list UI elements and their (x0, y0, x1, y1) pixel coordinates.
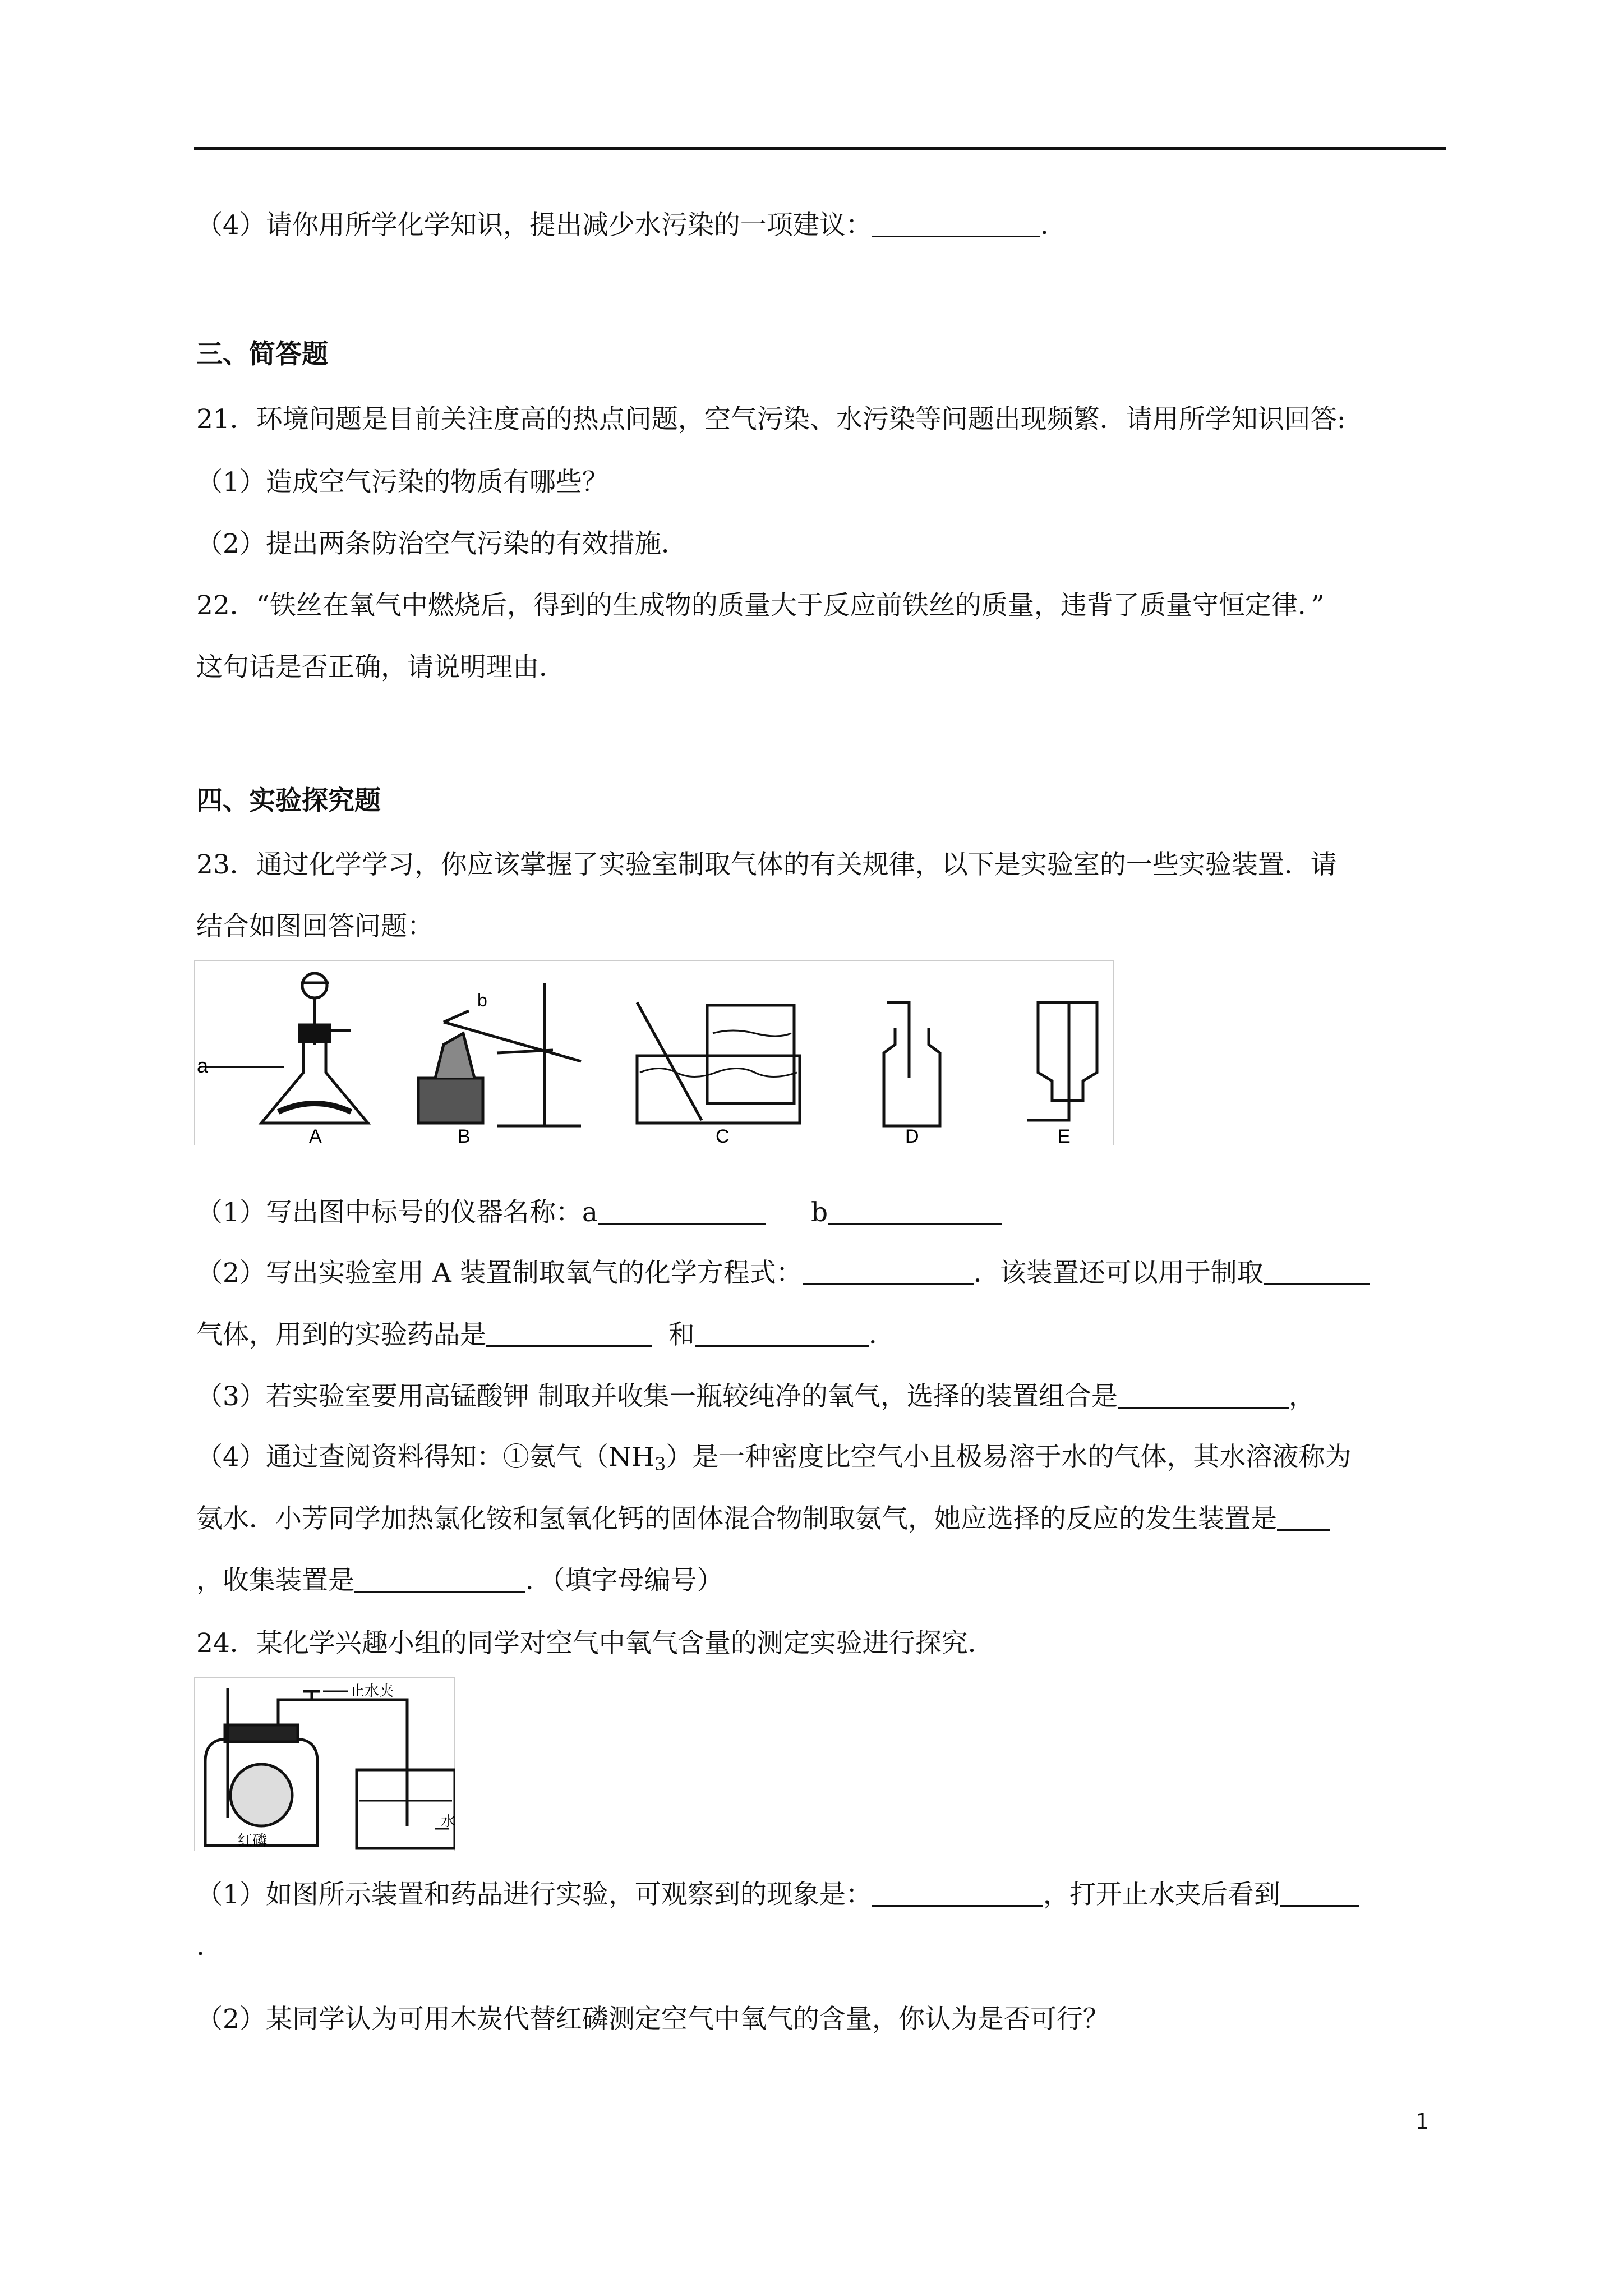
apparatus-diagram (194, 960, 1114, 1145)
section-heading-experiment: 四、实验探究题 (196, 785, 381, 816)
answer-blank-after-clamp[interactable] (1280, 1880, 1359, 1907)
q23-line1: 23．通过化学学习，你应该掌握了实验室制取气体的有关规律，以下是实验室的一些实验装置．请 (196, 849, 1337, 880)
q23-part2-line1: （2）写出实验室用 A 装置制取氧气的化学方程式： ．该装置还可以用于制取 (196, 1257, 1370, 1290)
section-heading-short-answer: 三、简答题 (196, 339, 328, 370)
q23-part3: （3）若实验室要用高锰酸钾 制取并收集一瓶较纯净的氧气，选择的装置组合是 ， (196, 1381, 1315, 1412)
answer-blank-a[interactable] (598, 1198, 766, 1225)
q23-apparatus-figure (194, 960, 1114, 1145)
answer-blank-reagent2[interactable] (695, 1320, 869, 1347)
q23-line2: 结合如图回答问题： (196, 911, 434, 942)
page-number: 1 (1415, 2109, 1430, 2134)
label-a: a (197, 1054, 209, 1077)
q24-stem: 24．某化学兴趣小组的同学对空气中氧气含量的测定实验进行探究． (196, 1628, 994, 1659)
label-C: C (716, 1126, 730, 1145)
label-E: E (1058, 1126, 1071, 1145)
answer-blank-b[interactable] (828, 1198, 1002, 1225)
q23-part4-line3: ，收集装置是 ．（填字母编号） (196, 1565, 723, 1596)
answer-blank[interactable] (872, 211, 1040, 237)
label-A: A (309, 1126, 322, 1145)
q20-part4-text: （4）请你用所学化学知识，提出减少水污染的一项建议： (196, 210, 872, 241)
q24-oxygen-figure (194, 1677, 455, 1851)
q23-part4-line2: 氨水．小芳同学加热氯化铵和氢氧化钙的固体混合物制取氨气，她应选择的反应的发生装置是 (196, 1502, 1330, 1536)
q24-part1: （1）如图所示装置和药品进行实验，可观察到的现象是： ，打开止水夹后看到 (196, 1878, 1359, 1912)
header-rule (194, 147, 1446, 150)
q23-part1: （1）写出图中标号的仪器名称：a b (196, 1196, 1002, 1230)
label-clamp: 止水夹 (350, 1682, 394, 1699)
q21-stem: 21．环境问题是目前关注度高的热点问题，空气污染、水污染等问题出现频繁．请用所学知识回答: (196, 404, 1346, 435)
answer-blank-generator[interactable] (1277, 1504, 1330, 1531)
q22-line2: 这句话是否正确，请说明理由． (196, 652, 565, 683)
answer-blank-equation[interactable] (803, 1259, 974, 1285)
q21-part2: （2）提出两条防治空气污染的有效措施． (196, 528, 688, 559)
label-D: D (905, 1126, 919, 1145)
q23-part4-line1: （4）通过查阅资料得知：①氨气$(NH_3)$是一种密度比空气小且极易溶于水的气体，其水溶液称为 (196, 1442, 1352, 1475)
label-B: B (458, 1126, 471, 1145)
answer-blank-combination[interactable] (1118, 1382, 1289, 1409)
answer-blank-gas[interactable] (1264, 1259, 1370, 1285)
label-red-phosphorus: 红磷 (238, 1832, 268, 1849)
answer-blank-phenomenon[interactable] (872, 1880, 1043, 1907)
answer-blank-collector[interactable] (354, 1566, 525, 1593)
label-water: 水 (441, 1812, 455, 1829)
answer-blank-reagent1[interactable] (486, 1320, 652, 1347)
label-b: b (477, 990, 487, 1010)
q24-part2: （2）某同学认为可用木炭代替红磷测定空气中氧气的含量，你认为是否可行？ (196, 2004, 1109, 2035)
q22-line1: 22．“铁丝在氧气中燃烧后，得到的生成物的质量大于反应前铁丝的质量，违背了质量守恒定律．” (196, 590, 1325, 621)
q21-part1: （1）造成空气污染的物质有哪些？ (196, 467, 608, 498)
q24-part1-end: . (196, 1931, 205, 1962)
q20-part4: （4）请你用所学化学知识，提出减少水污染的一项建议： . (196, 210, 1049, 241)
oxygen-content-diagram (194, 1677, 455, 1851)
q23-part2-line2: 气体，用到的实验药品是 和 ． (196, 1319, 895, 1350)
